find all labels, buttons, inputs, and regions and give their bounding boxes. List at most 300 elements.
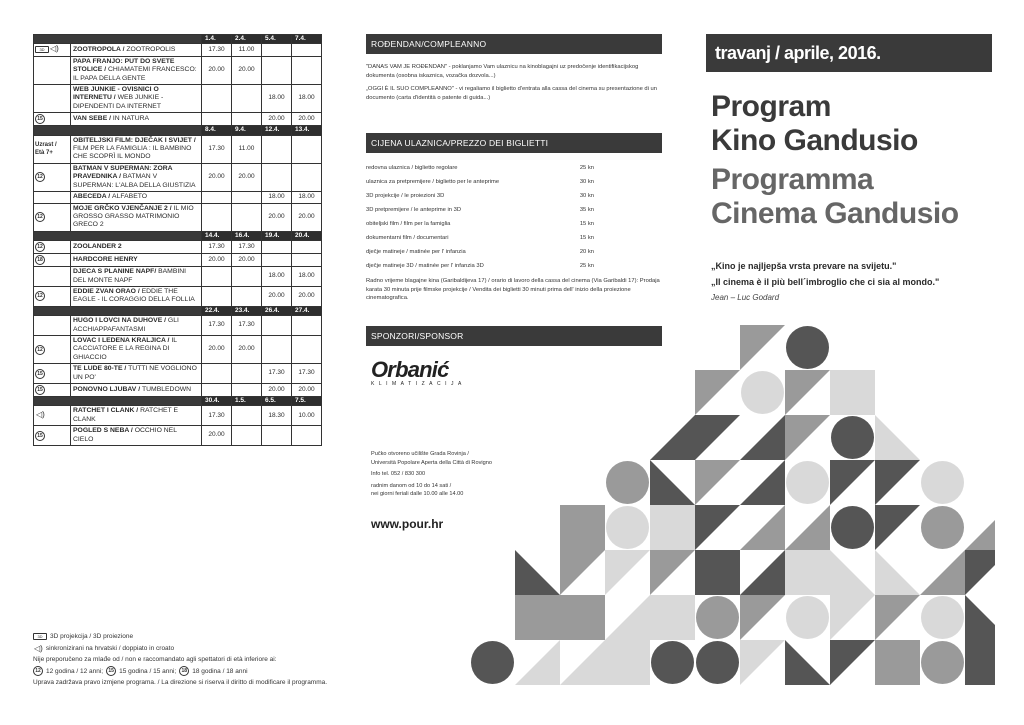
mosaic-shape [965,640,995,685]
date-cell: 12.4. [262,126,292,135]
showtime-cell: 20.00 [292,384,322,397]
film-title-hr: WEB JUNKIE - OVISNICI O INTERNETU / [73,86,159,102]
date-cell: 16.4. [232,231,262,240]
mosaic-shape [695,550,740,595]
film-title-it: GLI ACCHIAPPAFANTASMI [73,317,179,333]
mosaic-shape [650,505,695,550]
table-row [34,335,322,363]
speaker-icon: ◁) [50,44,59,54]
film-title-it: IN NATURA [112,115,150,123]
mosaic-shape [965,550,995,595]
date-cell: 5.4. [262,35,292,44]
age-rating-icon: 12 [35,212,45,222]
contact-line: Pučko otvoreno učilište Grada Rovinja / [371,451,469,457]
program-title-hr [711,90,918,158]
mosaic-shape [515,640,560,685]
rating-cell [34,85,71,113]
rating-cell [34,384,71,397]
title-it-line1: Programma [711,163,874,196]
speaker-icon: ◁) [36,410,45,420]
schedule-grid [33,34,322,446]
film-title-hr: MOJE GRČKO VJENČANJE 2 / [73,204,174,212]
mosaic-shape [786,461,829,504]
table-row [34,85,322,113]
legend-age-12: 12 godina / 12 anni; [46,667,104,675]
showtime-cell [202,192,232,203]
date-cell: 26.4. [262,306,292,315]
legend-dub: sinkronizirani na hrvatski / doppiato in croato [45,644,175,652]
price-row [366,161,662,175]
showtime-cell: 20.00 [202,254,232,267]
date-cell: 20.4. [292,231,322,240]
showtime-cell [232,192,262,203]
mosaic-shape [740,595,785,640]
showtime-cell [292,426,322,446]
rating-cell [34,254,71,267]
price-value: 35 kn [579,207,594,213]
showtime-cell [232,85,262,113]
mosaic-shape [605,550,650,595]
showtime-cell [292,316,322,336]
showtime-cell [262,135,292,163]
mosaic-shape [695,460,740,505]
film-title [71,364,202,384]
date-cell: 9.4. [232,126,262,135]
legend-age-18: 18 godina / 18 anni [192,667,248,675]
mosaic-shape [560,550,605,595]
mosaic-shape [875,640,920,685]
table-row [34,426,322,446]
mosaic-shape [606,506,649,549]
film-title-hr: ZOOLANDER 2 [73,242,122,250]
date-cell: 1.4. [202,35,232,44]
mosaic-shape [831,416,874,459]
showtime-cell: 17.30 [202,316,232,336]
showtime-cell: 20.00 [262,113,292,126]
birthday-text-hr: "DANAS VAM JE ROĐENDAN" - poklanjamo Vam ulaznicu na kinoblagajni uz predočenje identifikacijskog dokumenta (osobna iskaznica, vozačka dozvola...) [366,64,639,79]
film-title [71,56,202,84]
film-title-hr: RATCHET I CLANK / [73,407,141,415]
mosaic-shape [740,460,785,505]
mosaic-shape [515,550,560,595]
birthday-section [366,34,662,102]
film-title-it: BATMAN V SUPERMAN: L'ALBA DELLA GIUSTIZIA [73,173,196,189]
mosaic-shape [740,325,785,370]
contact-line: radnim danom od 10 do 14 sati / [371,482,452,489]
price-list [366,161,662,273]
showtime-cell: 20.00 [292,286,322,306]
film-title-hr: PAPA FRANJO: PUT DO SVETE STOLICE / [73,57,175,74]
3d-glasses-icon: 3D [35,46,49,53]
mosaic-shape [785,640,830,685]
mosaic-shape [695,370,740,415]
film-title-it: ALFABETO [112,193,148,201]
showtime-cell [202,364,232,384]
price-row [366,217,662,231]
showtime-cell [292,254,322,267]
date-cell: 8.4. [202,126,232,135]
contact-line: Università Popolare Aperta della Città di Rovigno [371,459,492,466]
age-12-icon: 12 [33,666,43,676]
film-title-it: CHIAMATEMI FRANCESCO: IL PAPA DELLA GENTE [73,66,197,82]
showtime-cell: 17.30 [202,241,232,254]
mosaic-shape [695,505,740,550]
showtime-cell [262,335,292,363]
showtime-cell [202,286,232,306]
price-label: dječje matineje 3D / matinée per l' infanzia 3D [366,263,484,269]
showtime-cell: 20.00 [262,384,292,397]
speaker-icon: ◁) [34,643,43,653]
showtime-cell: 20.00 [232,163,262,191]
rating-cell [34,267,71,287]
showtime-cell [262,316,292,336]
title-it-line2: Cinema Gandusio [711,197,959,230]
showtime-cell [232,286,262,306]
price-value: 25 kn [579,263,594,269]
website-link[interactable]: www.pour.hr [371,517,444,531]
showtime-cell [262,241,292,254]
showtime-cell [262,426,292,446]
price-value: 15 kn [579,235,594,241]
rating-cell [34,426,71,446]
film-title [71,135,202,163]
price-label: dječje matineje / matinée per l' infanzia [366,249,466,255]
film-title [71,335,202,363]
showtime-cell: 17.30 [202,406,232,426]
quote-author: Jean – Luc Godard [711,293,780,302]
age-rating-icon: 15 [35,114,45,124]
film-title-it: ZOOTROPOLIS [126,45,176,53]
mosaic-shape [740,415,785,460]
quote-block [711,258,939,306]
showtime-cell: 20.00 [232,56,262,84]
rating-cell [34,241,71,254]
showtime-cell [262,56,292,84]
film-title [71,384,202,397]
mosaic-shape [875,505,920,550]
film-title-hr: BATMAN V SUPERMAN: ZORA PRAVEDNIKA / [73,164,173,181]
legend [33,631,333,689]
mosaic-shape [696,641,739,684]
rating-cell [34,113,71,126]
film-title-it: OCCHIO NEL CIELO [73,427,177,443]
price-row [366,245,662,259]
age-text: Uzrast / Età 7+ [35,141,57,157]
mosaic-shape [785,415,830,460]
price-label: ulaznica za pretpremijere / biglietto per le anteprime [366,179,500,185]
table-row [34,267,322,287]
film-title-hr: OBITELJSKI FILM: DJEČAK I SVIJET / [73,136,196,144]
showtime-cell: 18.00 [262,85,292,113]
showtime-cell: 20.00 [202,56,232,84]
mosaic-shape [515,595,560,640]
legend-rights: Uprava zadržava pravo izmjene programa. / La direzione si riserva il diritto di modificare il programma. [33,679,328,686]
showtime-cell [292,335,322,363]
mosaic-shape [785,370,830,415]
showtime-cell: 17.30 [292,364,322,384]
mosaic-shape [560,595,605,640]
table-row [34,163,322,191]
showtime-cell: 20.00 [232,335,262,363]
showtime-cell: 18.00 [262,192,292,203]
rating-cell [34,335,71,363]
film-title-hr: EDDIE ZVAN ORAO / [73,287,142,295]
showtime-cell: 18.00 [262,267,292,287]
table-row [34,384,322,397]
showtime-cell: 20.00 [202,426,232,446]
sponsor-heading: SPONZORI/SPONSOR [366,326,662,346]
birthday-heading: ROĐENDAN/COMPLEANNO [366,34,662,54]
price-label: 3D projekcije / le proiezioni 3D [366,193,445,199]
mosaic-shape [875,460,920,505]
age-rating-icon: 15 [35,431,45,441]
film-title-it: BAMBINI DEL MONTE NAPF [73,268,187,284]
film-title [71,267,202,287]
film-title-hr: ABECEDA / [73,193,113,201]
age-15-icon: 15 [106,666,116,676]
showtime-cell [292,241,322,254]
mosaic-shape [695,415,740,460]
showtime-cell [202,267,232,287]
showtime-cell [292,163,322,191]
mosaic-shape [830,550,875,595]
showtime-cell: 11.00 [232,44,262,56]
rating-cell [34,406,71,426]
showtime-cell [232,384,262,397]
rating-cell [34,192,71,203]
table-row [34,241,322,254]
film-title-hr: HARDCORE HENRY [73,255,138,263]
film-title [71,241,202,254]
mosaic-shape [740,550,785,595]
mosaic-shape [471,641,514,684]
age-rating-icon: 12 [35,172,45,182]
mosaic-shape [831,506,874,549]
film-title-it: WEB JUNKIE - DIPENDENTI DA INTERNET [73,94,164,110]
film-title [71,316,202,336]
showtime-cell [292,56,322,84]
showtime-cell [232,203,262,231]
age-rating-icon: 15 [35,369,45,379]
3d-glasses-icon: 3D [33,633,47,640]
box-office-hours: Radno vrijeme blagajne kina (Garibaldijeva 17) / orario di lavoro della cassa del cinema (Via Garibaldi 17): Prodaja karata 30 minuta prije filmske projekcije / Vendita dei biglietti 30 minuti prima dell' inizio della proiezione cinematografica. [366,278,660,301]
date-cell: 14.4. [202,231,232,240]
mosaic-shape [786,326,829,369]
showtime-cell [202,85,232,113]
showtime-cell: 20.00 [262,203,292,231]
film-title-it: IL MIO GROSSO GRASSO MATRIMONIO GRECO 2 [73,204,194,229]
showtime-cell: 17.30 [262,364,292,384]
age-18-icon: 18 [179,666,189,676]
title-hr-line2: Kino Gandusio [711,124,918,157]
age-rating-icon: 12 [35,291,45,301]
contact-phone: Info tel. 052 / 830 300 [371,471,426,477]
showtime-cell: 10.00 [292,406,322,426]
showtime-cell: 18.00 [292,192,322,203]
showtime-cell [202,113,232,126]
price-label: 3D pretpremijere / le anteprime in 3D [366,207,462,213]
showtime-cell [202,384,232,397]
date-cell: 2.4. [232,35,262,44]
price-value: 25 kn [579,165,594,171]
rating-cell [34,286,71,306]
mosaic-shape [605,595,650,640]
date-cell: 7.5. [292,397,322,406]
date-cell: 27.4. [292,306,322,315]
age-rating-icon: 12 [35,242,45,252]
date-header-row [34,397,322,406]
showtime-cell: 18.30 [262,406,292,426]
mosaic-shape [830,640,875,685]
quote-hr: „Kino je najljepša vrsta prevare na svijetu." [711,261,897,271]
mosaic-shape [965,595,995,640]
price-label: redovna ulaznica / biglietto regolare [366,165,458,171]
film-title [71,163,202,191]
price-value: 20 kn [579,249,594,255]
film-title-hr: VAN SEBE / [73,115,113,123]
mosaic-shape [965,505,995,550]
price-row [366,175,662,189]
date-header-row [34,231,322,240]
date-header-row [34,306,322,315]
film-title [71,286,202,306]
mosaic-shape [921,461,964,504]
price-label: obiteljski film / film per la famiglia [366,221,451,227]
showtime-cell: 11.00 [232,135,262,163]
showtime-cell: 18.00 [292,267,322,287]
showtime-cell: 17.30 [232,241,262,254]
film-title-it: TUMBLEDOWN [141,385,192,393]
mosaic-shape [605,640,650,685]
price-row [366,189,662,203]
film-title-it: FILM PER LA FAMIGLIA : IL BAMBINO CHE SCOPRÌ IL MONDO [73,145,192,161]
mosaic-shape [740,505,785,550]
film-title-hr: DJECA S PLANINE NAPF/ [73,268,159,276]
date-cell: 22.4. [202,306,232,315]
table-row [34,135,322,163]
showtime-cell [262,44,292,56]
legend-advice: Nije preporučeno za mlađe od / non e raccomandato agli spettatori di età inferiore ai: [33,656,277,663]
birthday-text-it: „OGGI È IL SUO COMPLEANNO" - vi regaliamo il biglietto d'entrata alla cassa del cinema su presentazione di un documento (carta d'identità o patente di guida...) [366,86,657,101]
film-title-hr: POGLED S NEBA / [73,427,135,435]
mosaic-shape [606,461,649,504]
showtime-cell: 20.00 [232,254,262,267]
rating-cell [34,135,71,163]
showtime-cell [232,113,262,126]
table-row [34,286,322,306]
price-value: 15 kn [579,221,594,227]
showtime-cell: 17.30 [232,316,262,336]
showtime-cell: 20.00 [292,203,322,231]
date-cell: 23.4. [232,306,262,315]
showtime-cell: 20.00 [202,163,232,191]
showtime-cell [292,44,322,56]
mosaic-shape [830,595,875,640]
showtime-cell [262,163,292,191]
film-title [71,113,202,126]
geometric-mosaic [425,325,995,695]
showtime-cell [202,203,232,231]
showtime-cell [232,426,262,446]
table-row [34,56,322,84]
mosaic-shape [696,596,739,639]
film-title [71,254,202,267]
title-hr-line1: Program [711,90,831,123]
showtime-cell [262,254,292,267]
age-rating-icon: 18 [35,255,45,265]
mosaic-shape [741,371,784,414]
quote-it: „Il cinema è il più bell´imbroglio che ci sia al mondo." [711,277,940,287]
showtime-cell: 20.00 [292,113,322,126]
mosaic-shape [785,505,830,550]
date-cell: 30.4. [202,397,232,406]
rating-cell [34,203,71,231]
sponsor-logo-name: Orbanić [371,357,449,382]
price-label: dokumentarni film / documentari [366,235,449,241]
film-title-hr: PONOVNO LJUBAV / [73,385,142,393]
price-row [366,231,662,245]
mosaic-shape [875,550,920,595]
film-title-it: EDDIE THE EAGLE - IL CORAGGIO DELLA FOLLIA [73,287,195,304]
film-title [71,426,202,446]
showtime-cell: 18.00 [292,85,322,113]
showtime-cell: 17.30 [202,44,232,56]
table-row [34,192,322,203]
showtime-cell [292,135,322,163]
showtime-cell: 20.00 [262,286,292,306]
mosaic-shape [650,595,695,640]
film-title-it: TUTTI NE VOGLIONO UN PO' [73,365,197,381]
month-banner: travanj / aprile, 2016. [706,34,992,72]
film-title [71,85,202,113]
mosaic-shape [875,415,920,460]
table-row [34,254,322,267]
date-cell: 1.5. [232,397,262,406]
table-row [34,364,322,384]
film-title-hr: HUGO I LOVCI NA DUHOVE / [73,317,168,325]
film-title [71,192,202,203]
age-rating-icon: 12 [35,345,45,355]
legend-3d: 3D projekcija / 3D proiezione [50,633,134,640]
film-title-hr: ZOOTROPOLA / [73,45,127,53]
date-header-row [34,126,322,135]
mosaic-shape [650,460,695,505]
table-row [34,316,322,336]
showtime-cell [232,406,262,426]
price-row [366,259,662,273]
film-title [71,406,202,426]
mosaic-shape [740,640,785,685]
date-cell: 6.5. [262,397,292,406]
mosaic-shape [920,550,965,595]
table-row [34,203,322,231]
showtime-cell: 17.30 [202,135,232,163]
mosaic-shape [560,505,605,550]
schedule-table [33,34,321,446]
film-title [71,44,202,56]
mosaic-shape [830,370,875,415]
price-value: 30 kn [579,179,594,185]
mosaic-shape [786,596,829,639]
rating-cell [34,163,71,191]
date-cell: 19.4. [262,231,292,240]
mosaic-shape [830,460,875,505]
tickets-section [366,133,662,303]
price-value: 30 kn [579,193,594,199]
film-title-it: RATCHET E CLANK [73,407,178,423]
program-title-it [711,163,959,231]
table-row [34,44,322,56]
